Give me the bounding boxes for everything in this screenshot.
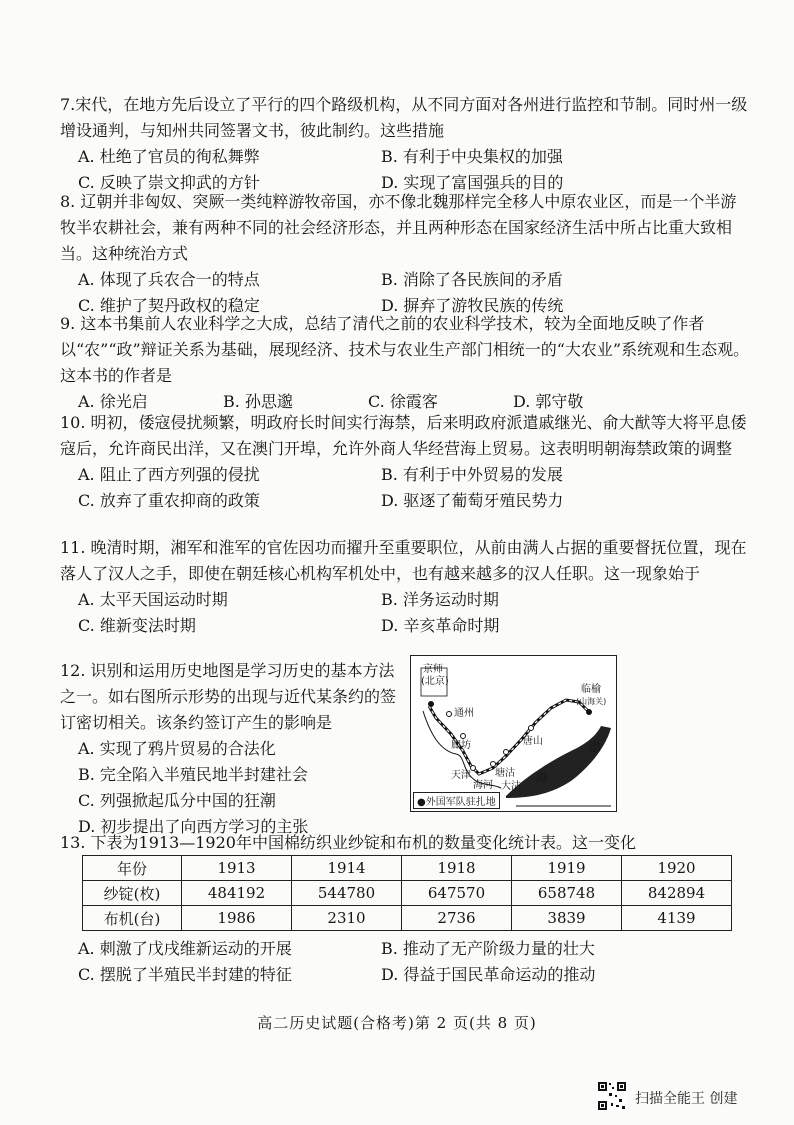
table-header-cell: 1920 xyxy=(622,856,732,881)
option-d: D. 实现了富国强兵的目的 xyxy=(381,173,564,192)
table-row xyxy=(83,881,732,906)
row-label: 纱锭(枚) xyxy=(83,881,182,906)
question-stem: 7.宋代，在地方先后设立了平行的四个路级机构，从不同方面对各州进行监控和节制。同时州一级增设通判，与知州共同签署文书，彼此制约。这些措施 xyxy=(60,95,748,140)
watermark-text xyxy=(597,1088,737,1108)
option-d: D. 辛亥革命时期 xyxy=(381,616,500,635)
table-header-cell: 1913 xyxy=(182,856,292,881)
option-b: B. 推动了无产阶级力量的壮大 xyxy=(381,939,595,958)
option-c: C. 列强掀起瓜分中国的狂潮 xyxy=(78,791,276,810)
options xyxy=(78,462,750,514)
table-cell: 2736 xyxy=(402,906,512,931)
map-label-tanggu: 塘沽 xyxy=(495,768,515,779)
option-b: B. 孙思邈 xyxy=(223,392,293,411)
watermark-label: 扫描全能王 创建 xyxy=(635,1091,738,1107)
option-a: A. 刺激了戊戌维新运动的开展 xyxy=(78,939,292,958)
option-d: D. 初步提出了向西方学习的主张 xyxy=(78,817,309,836)
question-10 xyxy=(60,410,750,514)
question-13 xyxy=(60,830,750,856)
table-cell: 2310 xyxy=(292,906,402,931)
table-cell: 4139 xyxy=(622,906,732,931)
question-stem: 9. 这本书集前人农业科学之大成，总结了清代之前的农业科学技术，较为全面地反映了作者以“农”“政”辩证关系为基础，展现经济、技术与农业生产部门相统一的“大农业”系统观和生态观。这本书的作者是 xyxy=(60,314,750,385)
question-stem: 13. 下表为1913—1920年中国棉纺织业纱锭和布机的数量变化统计表。这一变化 xyxy=(60,833,636,852)
table-header-row xyxy=(83,856,732,881)
statistics-table xyxy=(82,855,732,931)
question-stem: 8. 辽朝并非匈奴、突厥一类纯粹游牧帝国，亦不像北魏那样完全移人中原农业区，而是一个半游牧半农耕社会，兼有两种不同的社会经济形态，并且两种形态在国家经济生活中所占比重大致相当。这种统治方式 xyxy=(60,192,737,263)
option-d: D. 摒弃了游牧民族的传统 xyxy=(381,296,564,315)
question-stem: 12. 识别和运用历史地图是学习历史的基本方法之一。如右图所示形势的出现与近代某条约的签订密切相关。该条约签订产生的影响是 xyxy=(60,661,397,732)
option-b: B. 洋务运动时期 xyxy=(381,590,499,609)
map-label-hai: 海 xyxy=(536,771,547,784)
option-c: C. 放弃了重农抑商的政策 xyxy=(78,491,260,510)
table-cell: 658748 xyxy=(512,881,622,906)
map-label-shanhaiguan: (山海关) xyxy=(576,697,607,706)
table-header-cell: 1919 xyxy=(512,856,622,881)
option-b: B. 有利于中央集权的加强 xyxy=(381,147,563,166)
table-cell: 484192 xyxy=(182,881,292,906)
map-label-linyu: 临榆 xyxy=(581,684,601,695)
question-12 xyxy=(60,658,405,840)
question-9 xyxy=(60,311,750,415)
map-label-tongzhou: 通州 xyxy=(454,708,474,719)
option-a: A. 太平天国运动时期 xyxy=(78,590,228,609)
option-b: B. 完全陷入半殖民地半封建社会 xyxy=(78,765,308,784)
option-c: C. 维护了契丹政权的稳定 xyxy=(78,296,260,315)
question-11 xyxy=(60,535,750,639)
table-cell: 3839 xyxy=(512,906,622,931)
map-label-tangshan: 唐山 xyxy=(523,736,543,747)
option-c: C. 反映了崇文抑武的方针 xyxy=(78,173,260,192)
option-a: A. 实现了鸦片贸易的合法化 xyxy=(78,739,276,758)
map-label-dagu: 大沽 xyxy=(501,781,521,792)
option-a: A. 体现了兵农合一的特点 xyxy=(78,270,260,289)
option-d: D. 得益于国民革命运动的推动 xyxy=(381,965,596,984)
question-8 xyxy=(60,189,750,319)
table-cell: 1986 xyxy=(182,906,292,931)
table-header-cell: 年份 xyxy=(83,856,182,881)
table-header-cell: 1914 xyxy=(292,856,402,881)
option-a: A. 杜绝了官员的徇私舞弊 xyxy=(78,147,260,166)
option-b: B. 有利于中外贸易的发展 xyxy=(381,465,563,484)
option-c: C. 维新变法时期 xyxy=(78,616,196,635)
historical-map xyxy=(410,655,617,812)
option-c: C. 徐霞客 xyxy=(368,392,438,411)
table-cell: 647570 xyxy=(402,881,512,906)
map-label-tianjin: 天津 xyxy=(451,770,471,781)
question-stem: 10. 明初，倭寇侵扰频繁，明政府长时间实行海禁，后来明政府派遣戚继光、俞大猷等大将平息倭寇后，允许商民出洋，又在澳门开埠，允许外商人华经营海上贸易。这表明明朝海禁政策的调整 xyxy=(60,413,747,458)
map-label-jingshi: 京师 xyxy=(423,664,443,675)
map-legend: ●外国军队驻扎地 xyxy=(413,792,500,809)
option-d: D. 驱逐了葡萄牙殖民势力 xyxy=(381,491,564,510)
table-header-cell: 1918 xyxy=(402,856,512,881)
option-d: D. 郭守敬 xyxy=(513,392,584,411)
page-footer: 高二历史试题(合格考)第 2 页(共 8 页) xyxy=(257,1014,537,1032)
question-13-options xyxy=(60,936,750,988)
row-label: 布机(台) xyxy=(83,906,182,931)
question-7 xyxy=(60,92,750,196)
option-b: B. 消除了各民族间的矛盾 xyxy=(381,270,563,289)
map-label-langfang: 廊坊 xyxy=(451,740,471,751)
table-cell: 842894 xyxy=(622,881,732,906)
table-row xyxy=(83,906,732,931)
map-label-bo: 渤 xyxy=(589,740,602,754)
options xyxy=(78,587,750,639)
option-a: A. 徐光启 xyxy=(78,392,148,411)
question-stem: 11. 晚清时期，湘军和淮军的官佐因功而擢升至重要职位，从前由满人占据的重要督抚位置，现在落人了汉人之手，即使在朝廷核心机构军机处中，也有越来越多的汉人任职。这一现象始于 xyxy=(60,538,747,583)
options xyxy=(78,936,750,988)
option-a: A. 阻止了西方列强的侵扰 xyxy=(78,465,260,484)
options xyxy=(60,736,400,840)
table-cell: 544780 xyxy=(292,881,402,906)
map-label-beijing: (北京) xyxy=(421,676,449,687)
map-label-haihe: 海河 xyxy=(473,780,493,791)
option-c: C. 摆脱了半殖民半封建的特征 xyxy=(78,965,292,984)
